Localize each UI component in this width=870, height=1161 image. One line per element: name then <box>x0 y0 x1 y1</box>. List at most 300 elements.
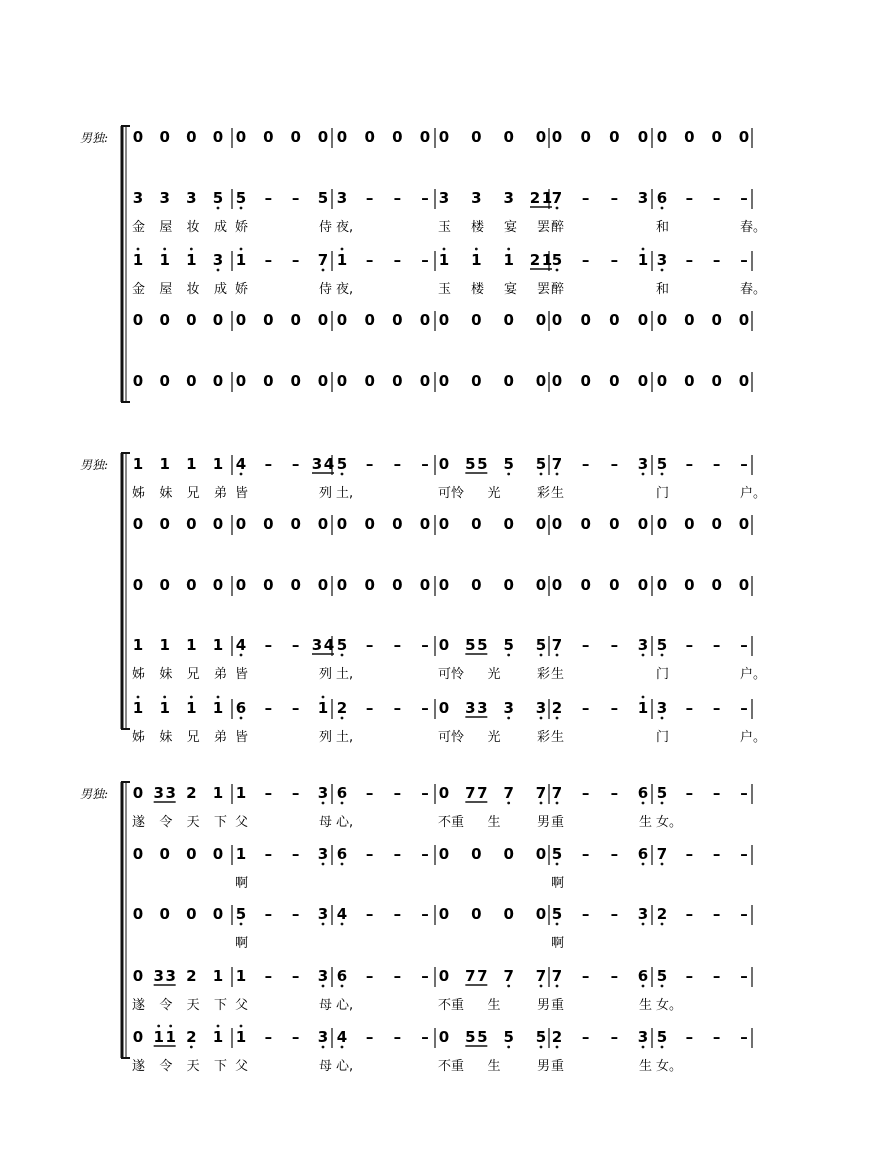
note: 1 <box>132 699 144 717</box>
dash-extension: – <box>685 1028 694 1046</box>
dash-extension: – <box>393 1028 402 1046</box>
octave-dot <box>661 1046 664 1049</box>
note: 0 <box>392 311 403 329</box>
dash-extension: – <box>581 967 590 985</box>
note: 0 <box>290 311 301 329</box>
note: 3 <box>317 784 329 802</box>
note: 7 <box>535 967 547 985</box>
note: 5 <box>656 636 668 654</box>
lyric: 不重 <box>438 815 465 830</box>
note: 0 <box>684 311 695 329</box>
note: 0 <box>551 311 563 329</box>
lyric: 户。 <box>740 667 767 682</box>
lyric: 啊 <box>551 936 565 951</box>
note: 3 <box>212 251 224 269</box>
note: 7 <box>503 967 514 985</box>
note: 0 <box>738 311 750 329</box>
note: 3 <box>153 784 164 802</box>
note: 3 <box>317 845 329 863</box>
dash-extension: – <box>393 251 402 269</box>
note: 0 <box>684 128 695 146</box>
octave-dot <box>240 654 243 657</box>
note: 0 <box>186 845 197 863</box>
dash-extension: – <box>264 251 273 269</box>
lyric: 妹 <box>159 730 173 745</box>
note: 0 <box>132 515 144 533</box>
note: 0 <box>656 515 668 533</box>
dash-extension: – <box>264 845 273 863</box>
lyric: 户。 <box>740 730 767 745</box>
note: 4 <box>235 455 247 473</box>
dash-extension: – <box>685 455 694 473</box>
lyric: 金 <box>132 282 146 297</box>
octave-dot <box>642 802 645 805</box>
note: 0 <box>438 905 450 923</box>
note: 1 <box>317 699 329 717</box>
octave-dot <box>322 863 325 866</box>
dash-extension: – <box>610 455 619 473</box>
note: 3 <box>159 189 170 207</box>
note: 0 <box>419 515 431 533</box>
note: 0 <box>235 515 247 533</box>
note: 1 <box>159 251 170 269</box>
note: 5 <box>465 636 476 654</box>
note: 1 <box>438 251 450 269</box>
part-label-male-solo: 男独: <box>80 787 109 801</box>
note: 1 <box>132 455 144 473</box>
dash-extension: – <box>685 967 694 985</box>
octave-dot <box>540 1046 543 1049</box>
octave-dot <box>507 802 510 805</box>
octave-dot <box>556 863 559 866</box>
note: 1 <box>212 636 224 654</box>
octave-dot <box>661 654 664 657</box>
dash-extension: – <box>365 699 374 717</box>
dash-extension: – <box>685 636 694 654</box>
dash-extension: – <box>264 905 273 923</box>
octave-dot <box>556 802 559 805</box>
lyric: 生 <box>551 486 565 501</box>
note: 3 <box>336 189 348 207</box>
note: 7 <box>551 967 563 985</box>
dash-extension: – <box>264 636 273 654</box>
octave-dot <box>341 717 344 720</box>
dash-extension: – <box>291 845 300 863</box>
lyric: 女。 <box>656 815 683 830</box>
note: 1 <box>336 251 348 269</box>
note: 0 <box>471 905 482 923</box>
note: 0 <box>711 128 722 146</box>
dash-extension: – <box>610 1028 619 1046</box>
lyric: 彩 <box>537 667 551 682</box>
note: 5 <box>535 636 547 654</box>
octave-dot <box>163 248 166 251</box>
note: 7 <box>465 967 476 985</box>
note: 3 <box>311 455 323 473</box>
octave-dot <box>556 654 559 657</box>
dash-extension: – <box>712 784 721 802</box>
note: 0 <box>186 576 197 594</box>
note: 0 <box>317 372 329 390</box>
dash-extension: – <box>365 967 374 985</box>
dash-extension: – <box>291 1028 300 1046</box>
note: 0 <box>336 311 348 329</box>
lyric: 列 <box>319 486 333 501</box>
octave-dot <box>322 802 325 805</box>
note: 0 <box>290 576 301 594</box>
lyric: 重 <box>551 1059 565 1074</box>
note: 0 <box>535 576 547 594</box>
note: 0 <box>438 636 450 654</box>
dash-extension: – <box>365 636 374 654</box>
note: 4 <box>235 636 247 654</box>
dash-extension: – <box>610 967 619 985</box>
note: 5 <box>551 905 563 923</box>
lyric: 母 <box>319 998 333 1013</box>
note: 0 <box>419 372 431 390</box>
octave-dot <box>540 717 543 720</box>
lyric: 生 <box>639 815 653 830</box>
lyric: 可怜 <box>438 486 465 501</box>
octave-dot <box>507 473 510 476</box>
dash-extension: – <box>264 189 273 207</box>
dash-extension: – <box>740 784 748 802</box>
octave-dot <box>217 207 220 210</box>
note: 0 <box>364 576 375 594</box>
lyric: 列 <box>319 730 333 745</box>
lyric: 夜, <box>336 220 354 235</box>
note: 0 <box>212 905 224 923</box>
lyric: 醉 <box>551 282 565 297</box>
lyric: 兄 <box>186 730 200 745</box>
note: 0 <box>317 311 329 329</box>
lyric: 户。 <box>740 486 767 501</box>
octave-dot <box>341 985 344 988</box>
note: 0 <box>419 128 431 146</box>
note: 0 <box>159 576 170 594</box>
note: 0 <box>438 311 450 329</box>
note: 0 <box>656 311 668 329</box>
lyric: 光 <box>487 486 501 501</box>
octave-dot <box>341 1046 344 1049</box>
part-label-male-solo: 男独: <box>80 458 109 472</box>
dash-extension: – <box>712 967 721 985</box>
lyric: 罢 <box>537 282 551 297</box>
lyric: 令 <box>159 815 173 830</box>
octave-dot <box>642 696 645 699</box>
note: 1 <box>212 455 224 473</box>
note: 1 <box>235 967 247 985</box>
note: 3 <box>637 455 649 473</box>
lyric: 列 <box>319 667 333 682</box>
note: 7 <box>477 967 488 985</box>
octave-dot <box>556 923 559 926</box>
note: 5 <box>317 189 329 207</box>
lyric: 女。 <box>656 998 683 1013</box>
note: 0 <box>471 845 482 863</box>
dash-extension: – <box>291 699 300 717</box>
note: 0 <box>336 372 348 390</box>
note: 0 <box>471 128 482 146</box>
octave-dot <box>642 863 645 866</box>
dash-extension: – <box>393 636 402 654</box>
octave-dot <box>240 473 243 476</box>
note: 1 <box>212 699 224 717</box>
octave-dot <box>322 985 325 988</box>
note: 1 <box>637 699 649 717</box>
octave-dot <box>240 1025 243 1028</box>
note: 3 <box>637 905 649 923</box>
lyric: 玉 <box>438 220 452 235</box>
lyric: 皆 <box>235 486 249 501</box>
note: 0 <box>186 372 197 390</box>
note: 0 <box>159 311 170 329</box>
note: 5 <box>503 455 514 473</box>
lyric: 生 <box>639 998 653 1013</box>
lyric: 姊 <box>132 730 146 745</box>
dash-extension: – <box>291 189 300 207</box>
dash-extension: – <box>264 967 273 985</box>
note: 3 <box>477 699 488 717</box>
octave-dot <box>642 985 645 988</box>
dash-extension: – <box>264 784 273 802</box>
dash-extension: – <box>365 905 374 923</box>
note: 3 <box>153 967 164 985</box>
lyric: 弟 <box>214 667 228 682</box>
dash-extension: – <box>393 784 402 802</box>
dash-extension: – <box>610 845 619 863</box>
note: 1 <box>235 251 247 269</box>
octave-dot <box>661 269 664 272</box>
lyric: 母 <box>319 1059 333 1074</box>
lyric: 啊 <box>235 876 249 891</box>
note: 5 <box>551 845 563 863</box>
octave-dot <box>217 696 220 699</box>
octave-dot <box>507 248 510 251</box>
octave-dot <box>540 802 543 805</box>
note: 0 <box>132 311 144 329</box>
lyric: 男 <box>537 998 551 1013</box>
lyric: 遂 <box>132 998 146 1013</box>
note: 1 <box>132 251 144 269</box>
note: 1 <box>186 455 197 473</box>
octave-dot <box>556 269 559 272</box>
lyric: 心, <box>336 1059 354 1074</box>
lyric: 楼 <box>471 220 485 235</box>
dash-extension: – <box>610 905 619 923</box>
dash-extension: – <box>421 455 429 473</box>
note: 0 <box>235 576 247 594</box>
note: 1 <box>165 1028 176 1046</box>
note: 0 <box>471 372 482 390</box>
part-label-male-solo: 男独: <box>80 131 109 145</box>
octave-dot <box>163 696 166 699</box>
note: 0 <box>263 311 274 329</box>
note: 7 <box>317 251 329 269</box>
lyric: 土, <box>336 667 354 682</box>
note: 7 <box>656 845 668 863</box>
note: 1 <box>132 636 144 654</box>
note: 0 <box>392 372 403 390</box>
note: 0 <box>159 128 170 146</box>
lyric: 遂 <box>132 1059 146 1074</box>
note: 0 <box>535 372 547 390</box>
lyric: 门 <box>656 730 670 745</box>
note: 0 <box>656 576 668 594</box>
note: 6 <box>336 845 348 863</box>
octave-dot <box>157 1025 160 1028</box>
lyric: 父 <box>235 1059 249 1074</box>
dash-extension: – <box>610 636 619 654</box>
dash-extension: – <box>581 455 590 473</box>
note: 0 <box>503 372 514 390</box>
note: 0 <box>317 515 329 533</box>
lyric: 不重 <box>438 998 465 1013</box>
dash-extension: – <box>712 251 721 269</box>
dash-extension: – <box>685 905 694 923</box>
note: 5 <box>465 455 476 473</box>
note: 6 <box>637 967 649 985</box>
lyric: 天 <box>186 1059 200 1074</box>
note: 0 <box>132 784 144 802</box>
note: 1 <box>186 251 197 269</box>
note: 0 <box>336 576 348 594</box>
note: 5 <box>503 1028 514 1046</box>
dash-extension: – <box>712 455 721 473</box>
dash-extension: – <box>610 699 619 717</box>
octave-dot <box>240 207 243 210</box>
dash-extension: – <box>421 636 429 654</box>
note: 0 <box>551 128 563 146</box>
lyric: 母 <box>319 815 333 830</box>
note: 0 <box>738 128 750 146</box>
lyric: 下 <box>214 815 228 830</box>
note: 0 <box>637 515 649 533</box>
note: 2 <box>551 1028 563 1046</box>
lyric: 啊 <box>235 936 249 951</box>
lyric: 土, <box>336 486 354 501</box>
note: 0 <box>711 515 722 533</box>
note: 7 <box>551 636 563 654</box>
note: 0 <box>364 311 375 329</box>
note: 0 <box>438 455 450 473</box>
lyric: 生 <box>639 1059 653 1074</box>
dash-extension: – <box>264 455 273 473</box>
note: 0 <box>212 372 224 390</box>
note: 0 <box>471 311 482 329</box>
note: 0 <box>503 311 514 329</box>
octave-dot <box>322 269 325 272</box>
note: 0 <box>580 128 591 146</box>
lyric: 姊 <box>132 486 146 501</box>
octave-dot <box>661 923 664 926</box>
dash-extension: – <box>740 636 748 654</box>
note: 0 <box>235 128 247 146</box>
note: 3 <box>317 967 329 985</box>
dash-extension: – <box>712 189 721 207</box>
note: 0 <box>656 128 668 146</box>
dash-extension: – <box>291 455 300 473</box>
octave-dot <box>556 473 559 476</box>
dash-extension: – <box>581 1028 590 1046</box>
note: 2 <box>186 784 197 802</box>
octave-dot <box>661 207 664 210</box>
dash-extension: – <box>264 699 273 717</box>
dash-extension: – <box>685 699 694 717</box>
octave-dot <box>642 248 645 251</box>
note: 0 <box>212 515 224 533</box>
octave-dot <box>661 802 664 805</box>
lyric: 彩 <box>537 486 551 501</box>
lyric: 重 <box>551 815 565 830</box>
note: 2 <box>529 251 541 269</box>
note: 0 <box>609 515 620 533</box>
lyric: 罢 <box>537 220 551 235</box>
note: 5 <box>656 455 668 473</box>
dash-extension: – <box>581 699 590 717</box>
dash-extension: – <box>581 905 590 923</box>
dash-extension: – <box>421 905 429 923</box>
lyric: 娇 <box>235 220 249 235</box>
note: 0 <box>551 515 563 533</box>
note: 0 <box>535 515 547 533</box>
note: 3 <box>637 189 649 207</box>
note: 1 <box>186 636 197 654</box>
note: 0 <box>336 128 348 146</box>
note: 1 <box>471 251 482 269</box>
lyric: 成 <box>214 282 228 297</box>
lyric: 可怜 <box>438 730 465 745</box>
lyric: 夜, <box>336 282 354 297</box>
dash-extension: – <box>712 1028 721 1046</box>
octave-dot <box>642 1046 645 1049</box>
octave-dot <box>642 923 645 926</box>
note: 4 <box>323 636 335 654</box>
lyric: 生 <box>487 1059 501 1074</box>
note: 0 <box>392 515 403 533</box>
lyric: 心, <box>336 998 354 1013</box>
octave-dot <box>190 1046 193 1049</box>
dash-extension: – <box>421 784 429 802</box>
note: 0 <box>132 128 144 146</box>
note: 1 <box>159 699 170 717</box>
note: 5 <box>336 455 348 473</box>
octave-dot <box>507 654 510 657</box>
note: 0 <box>290 372 301 390</box>
dash-extension: – <box>365 455 374 473</box>
note: 3 <box>317 1028 329 1046</box>
lyric: 屋 <box>159 220 173 235</box>
note: 3 <box>656 251 668 269</box>
octave-dot <box>341 923 344 926</box>
lyric: 兄 <box>186 667 200 682</box>
note: 5 <box>656 967 668 985</box>
dash-extension: – <box>685 845 694 863</box>
dash-extension: – <box>712 845 721 863</box>
note: 0 <box>656 372 668 390</box>
note: 1 <box>541 251 553 269</box>
note: 0 <box>392 576 403 594</box>
octave-dot <box>556 207 559 210</box>
note: 7 <box>503 784 514 802</box>
note: 1 <box>186 699 197 717</box>
note: 0 <box>438 372 450 390</box>
dash-extension: – <box>291 784 300 802</box>
note: 0 <box>637 372 649 390</box>
dash-extension: – <box>685 189 694 207</box>
octave-dot <box>322 696 325 699</box>
note: 7 <box>535 784 547 802</box>
